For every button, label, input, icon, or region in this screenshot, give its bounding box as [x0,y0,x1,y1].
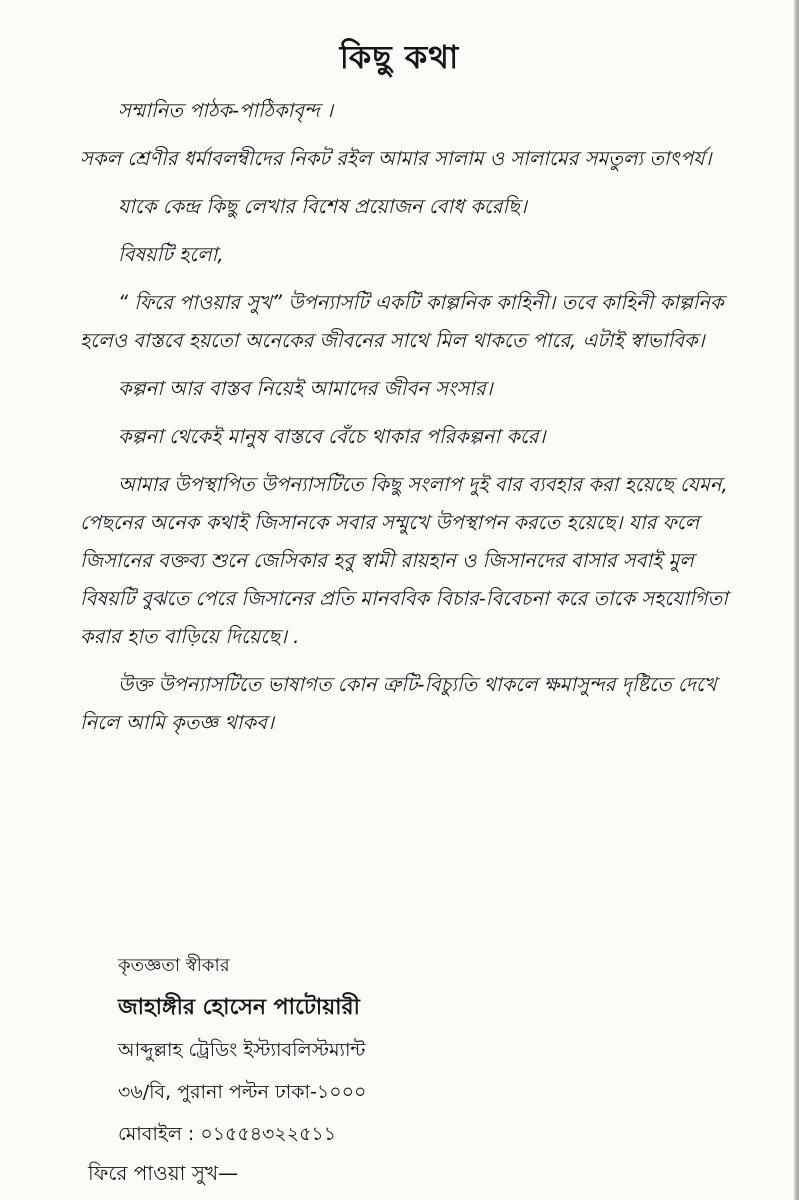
acknowledgement-address: ৩৬/বি, পুরানা পল্টন ঢাকা-১০০০ [118,1081,367,1103]
paragraph-purpose: যাকে কেন্দ্র কিছু লেখার বিশেষ প্রয়োজন বোধ করেছি। [118,195,527,218]
paragraph-subject-intro: বিষয়টি হলো, [118,243,224,266]
paragraph-salutation: সকল শ্রেণীর ধর্মাবলম্বীদের নিকট রইল আমার সালাম ও সালামের সমতুল্য তাৎপর্য। [80,147,712,170]
running-footer: ফিরে পাওয়া সুখ— [88,1161,239,1185]
paragraph-novel-description: “ ফিরে পাওয়ার সুখ” উপন্যাসটি একটি কাল্পনিক কাহিনী। তবে কাহিনী কাল্পনিক হলেও বাস্তবে হয়তো অনেকের জীবনের সাথে মিল থাকতে পারে, এটাই স্বাভাবিক। [80,291,724,352]
page-title: কিছু কথা [339,38,460,76]
acknowledgement-block [118,945,678,1155]
page-edge-shadow [794,0,799,1200]
acknowledgement-name: জাহাঙ্গীর হোসেন পাটোয়ারী [118,995,360,1020]
preface-body [80,92,730,752]
paragraph-greeting: সম্মানিত পাঠক-পাঠিকাবৃন্দ । [118,99,333,122]
acknowledgement-company: আব্দুল্লাহ ট্রেডিং ইস্ট্যাবলিস্টম্যান্ট [118,1039,366,1061]
acknowledgement-mobile: মোবাইল : ০১৫৫৪৩২২৫১১ [118,1123,337,1145]
paragraph-imagination-reality: কল্পনা আর বাস্তব নিয়েই আমাদের জীবন সংসার। [118,377,493,400]
paragraph-dialogue-note: আমার উপস্থাপিত উপন্যাসটিতে কিছু সংলাপ দুই বার ব্যবহার করা হয়েছে যেমন, পেছনের অনেক কথাই জিসানকে সবার সম্মুখে উপস্থাপন করতে হয়েছে। যার ফলে জিসানের বক্তব্য শুনে জেসিকার হবু স্বামী রায়হান ও জিসানদের বাসার সবাই মুল বিষয়টি বুঝতে পেরে জিসানের প্রতি মানববিক বিচার-বিবেচনা করে তাকে সহযোগিতা করার হাত বাড়িয়ে দিয়েছে। . [80,473,728,648]
paragraph-imagination-planning: কল্পনা থেকেই মানুষ বাস্তবে বেঁচে থাকার পরিকল্পনা করে। [118,425,546,448]
paragraph-apology: উক্ত উপন্যাসটিতে ভাষাগত কোন ত্রুটি-বিচ্যুতি থাকলে ক্ষমাসুন্দর দৃষ্টিতে দেখে নিলে আমি কৃতজ্ঞ থাকব। [80,673,717,734]
acknowledgement-heading: কৃতজ্ঞতা স্বীকার [118,955,230,976]
